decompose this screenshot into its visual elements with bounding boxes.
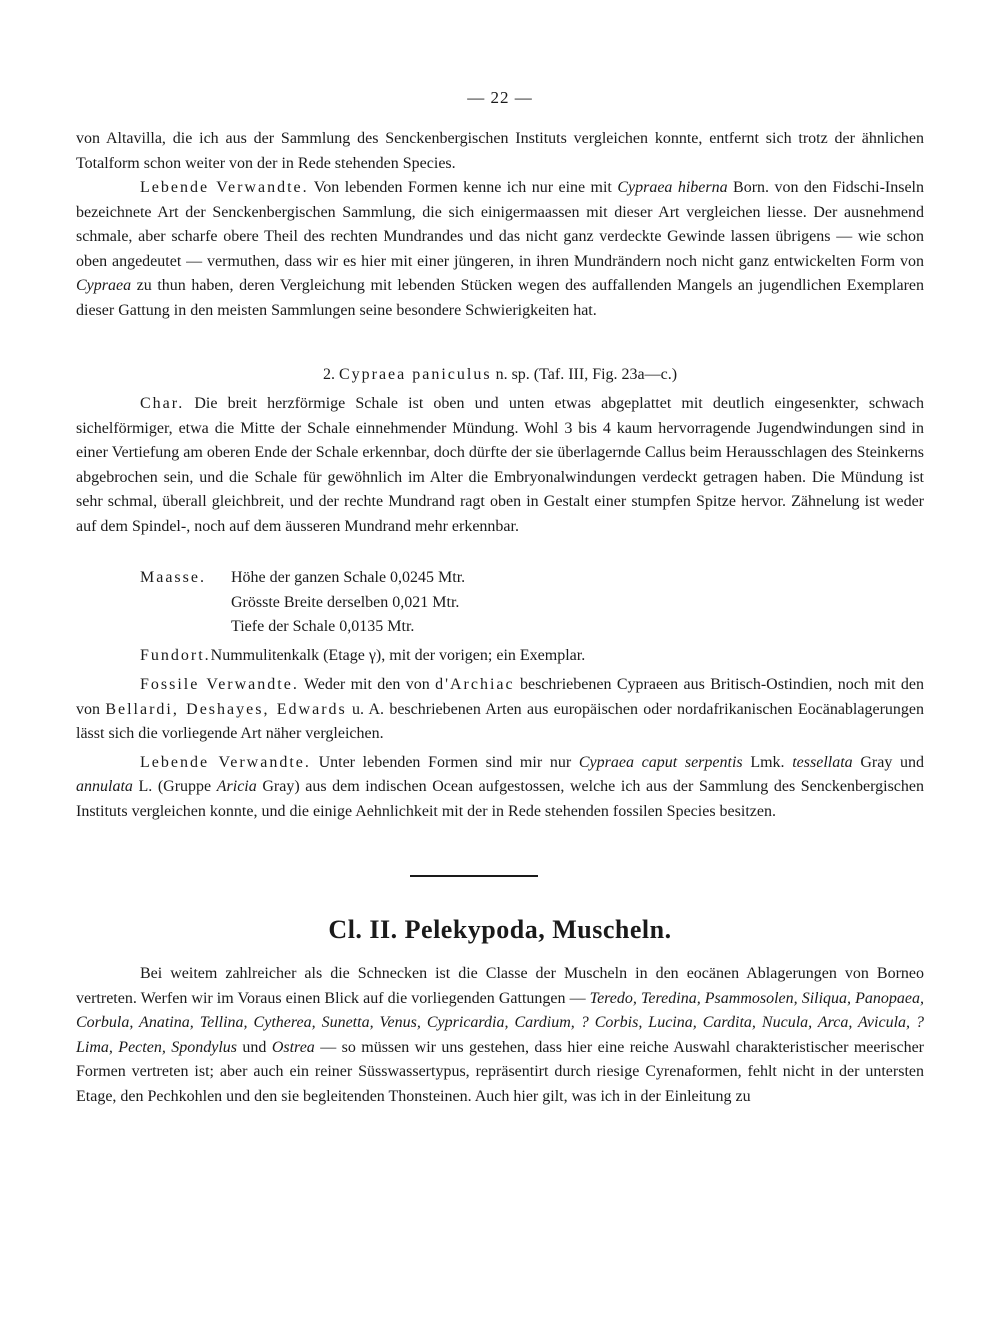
taxon-name: Cypraea — [76, 277, 132, 294]
paragraph-text: zu thun haben, deren Vergleichung mit lebenden Stücken wegen des auffallenden Mangels an jugendlichen Exemplaren dieser Gattung in den meisten Sammlungen seine besondere Schwierigkeiten hat. — [76, 277, 924, 319]
verwandte-section — [76, 673, 924, 824]
paragraph-text: u. A. beschriebenen Arten aus europäischen oder nordafrikanischen Eocänablagerungen lässt sich die vorliegende Art näher vergleichen. — [76, 700, 924, 742]
paragraph-text: beschriebenen Cypraeen aus Britisch-Ostindien, noch mit den von — [76, 676, 925, 718]
paragraph-text: Von lebenden Formen kenne ich nur eine mit — [308, 179, 618, 196]
paragraph-label: Fundort. — [140, 647, 211, 664]
paragraph-label: Lebende Verwandte. — [140, 179, 309, 196]
intro-paragraph — [76, 127, 924, 176]
taxon-name: Cypraea hiberna — [617, 179, 728, 196]
pelekypoda-section — [76, 962, 924, 1109]
pelekypoda-paragraph — [76, 962, 924, 1109]
paragraph-label: Fossile Verwandte. — [140, 676, 299, 693]
paragraph-text: L. (Gruppe — [132, 778, 217, 795]
author-name: Bellardi, Deshayes, Edwards — [105, 700, 347, 718]
taxon-name: annulata — [76, 778, 133, 795]
species-heading — [0, 363, 1000, 388]
fossile-verwandte-paragraph — [76, 673, 924, 747]
section-title: Cl. II. Pelekypoda, Muscheln. — [328, 915, 672, 944]
char-section — [76, 392, 924, 539]
intro-text: von Altavilla, die ich aus der Sammlung des Senckenbergischen Instituts vergleichen konnte, entfernt sich trotz der ähnlichen Totalform schon weiter von der in Rede stehenden Species. — [76, 130, 924, 172]
measurement-value: Tiefe der Schale 0,0135 Mtr. — [231, 618, 415, 635]
measurement-value: Grösste Breite derselben 0,021 Mtr. — [231, 594, 460, 611]
paragraph-text: Die breit herzförmige Schale ist oben und unten etwas abgeplattet mit deutlich eingesenkter, schwach sichelförmiger, etwa die Mitte der Schale einnehmender Mündung. Wohl 3 bis 4 kaum hervorragende Jugendwindungen sind in einer Vertiefung am oberen Ende der Schale erkennbar, doch dürfte der sie überlagernde Callus beim Herausschlagen des Steinkerns abgebrochen sein, und die Schale für gewöhnlich im Alter die Embryonalwindungen verdeckt getragen haben. Die Mündung ist sehr schmal, überall gleichbreit, und der rechte Mundrand ragt oben in Gestalt einer stumpfen Spitze hervor. Zähnelung ist weder auf dem Spindel-, noch auf dem äusseren Mundrand mehr erkennbar. — [76, 395, 924, 535]
paragraph-text: Gray) aus dem indischen Ocean aufgestossen, welche ich aus der Sammlung des Senckenbergischen Instituts vergleichen konnte, und die einige Aehnlichkeit mit der in Rede stehenden fossilen Species besitzen. — [76, 778, 924, 820]
taxon-name: Cypraea caput serpentis — [578, 753, 743, 771]
maasse-label: Maasse. — [140, 569, 206, 586]
char-paragraph — [76, 392, 924, 539]
paragraph-text: Unter lebenden Formen sind mir nur — [310, 753, 579, 771]
paragraph-text: Weder mit den von — [298, 676, 436, 693]
maasse-row — [140, 566, 840, 591]
section-divider — [410, 875, 538, 877]
genera-list: Teredo, Teredina, Psammosolen, Siliqua, Panopaea, Corbula, Anatina, Tellina, Cytherea, Sunetta, Venus, Cypricardia, Cardium, ? Corbis, Lucina, Cardita, Nucula, Arca, Avicula, ? Lima, Pecten, Spondylus — [76, 989, 924, 1056]
lebende-verwandte-paragraph-1 — [76, 176, 924, 323]
intro-section — [76, 127, 924, 323]
paragraph-text: — so müssen wir uns gestehen, dass hier eine reiche Auswahl charakteristischer meerischer Formen vertreten ist; aber auch ein reiner Süsswassertypus, repräsentirt durch riesige Cyrenaformen, fehlt nicht in der untersten Etage, den Pechkohlen und den sie begleitenden Thonsteinen. Auch hier gilt, was ich in der Einleitung zu — [76, 1038, 924, 1105]
lebende-verwandte-paragraph-2 — [76, 751, 924, 825]
paragraph-label: Lebende Verwandte. — [140, 753, 311, 771]
species-reference: n. sp. (Taf. III, Fig. 23a—c.) — [491, 366, 678, 383]
maasse-row — [231, 591, 931, 616]
species-number: 2. — [322, 366, 339, 383]
measurement-value: Höhe der ganzen Schale 0,0245 Mtr. — [231, 569, 466, 586]
paragraph-text: und — [237, 1038, 272, 1056]
species-name: Cypraea paniculus — [338, 366, 492, 383]
paragraph-text: Nummulitenkalk (Etage γ), mit der vorigen; ein Exemplar. — [210, 647, 586, 664]
maasse-row — [231, 615, 931, 640]
page-number: — 22 — — [467, 88, 533, 107]
paragraph-text: Bei weitem zahlreicher als die Schnecken ist die Classe der Muscheln in den eocänen Ablagerungen von Borneo vertreten. Werfen wir im Voraus einen Blick auf die vorliegenden Gattungen — — [76, 965, 924, 1007]
taxon-name: tessellata — [792, 753, 853, 771]
paragraph-text: Born. von den Fidschi-Inseln bezeichnete Art der Senckenbergischen Sammlung, die sich einigermaassen mit dieser Art vergleichen liesse. Der ausnehmend schmale, aber scharfe obere Theil des rechten Mundrandes und das nicht ganz verdeckte Gewinde lassen übrigens — wie schon oben angedeutet — vermuthen, dass wir es hier mit einer jüngeren, in ihren Mundrändern noch nicht ganz entwickelten Form von — [76, 179, 924, 270]
taxon-name: Ostrea — [271, 1038, 315, 1056]
fundort-row — [140, 644, 840, 669]
taxon-name: Aricia — [216, 778, 257, 795]
paragraph-text: Gray und — [852, 753, 925, 771]
author-name: d'Archiac — [435, 676, 515, 693]
paragraph-text: Lmk. — [742, 753, 793, 771]
paragraph-label: Char. — [140, 395, 185, 412]
